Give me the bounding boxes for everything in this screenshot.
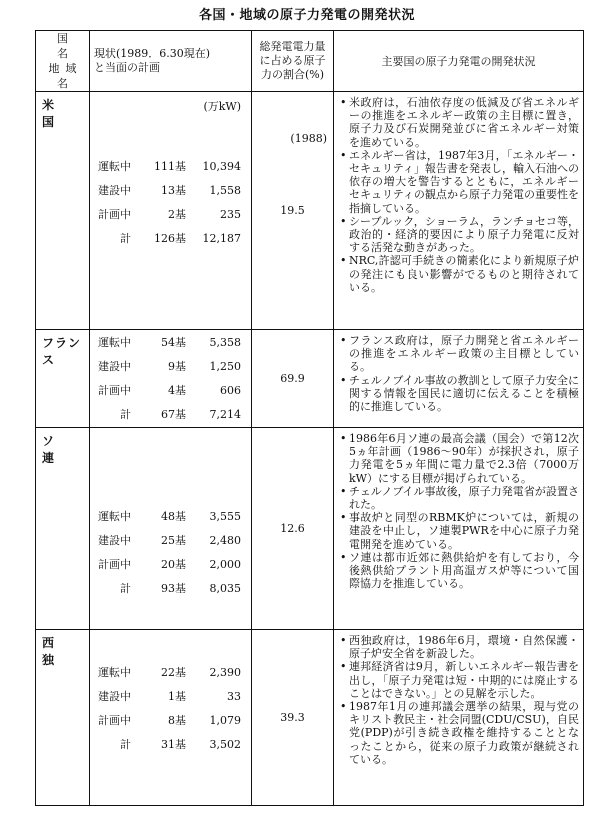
- status-bullet: • 西独政府は，1986年6月，環境・自然保護・原子炉安全省を新設した。: [340, 634, 579, 661]
- nuclear-status-table: [35, 30, 584, 806]
- count-row-total: 計 126基 12,187: [120, 231, 241, 245]
- header-current: 現状(1989．6.30現在) と当面の計画: [90, 31, 252, 92]
- header-status: 主要国の原子力発電の開発状況: [334, 31, 584, 92]
- counts-list: [98, 330, 245, 426]
- share-cell: [252, 330, 334, 428]
- share-value: 19.5: [280, 204, 305, 217]
- table-row: [36, 330, 584, 428]
- counts-cell: [90, 92, 252, 330]
- table-row: [36, 630, 584, 806]
- country-name: 西 独: [36, 630, 90, 806]
- count-row: 運転中 111基 10,394: [98, 159, 241, 173]
- status-cell: [334, 630, 584, 806]
- status-bullet: • 1987年1月の連邦議会選挙の結果，現与党のキリスト教民主・社会同盟(CDU/CSU)，自民党(PDP)が引き続き政権を維持することとなったことから，従来の原子力政策が継続されている。: [340, 700, 579, 766]
- count-row: 建設中 1基 33: [98, 689, 241, 703]
- count-row-total: 計 67基 7,214: [120, 407, 241, 421]
- status-bullet: • ソ連は都市近郊に熱供給炉を有しており，今後熱供給プラント用高温ガス炉等について国際協力を推進している。: [340, 550, 579, 591]
- table-header-row: [36, 31, 584, 92]
- count-row: 運転中 48基 3,555: [98, 509, 241, 523]
- status-bullet: • 1986年6月ソ連の最高会議（国会）で第12次5ヵ年計画（1986～90年）が採択され，原子力発電を5ヵ年間に電力量で2.3倍（7000万kW）にする目標が掲げられている。: [340, 432, 579, 485]
- status-cell: [334, 92, 584, 330]
- table-row: [36, 428, 584, 630]
- count-row: 運転中 22基 2,390: [98, 665, 241, 679]
- status-bullet: • NRC,許認可手続きの簡素化により新規原子炉の発注にも良い影響がでるものと期待されている。: [340, 254, 579, 294]
- count-row: 建設中 9基 1,250: [98, 359, 241, 373]
- count-row-total: 計 93基 8,035: [120, 581, 241, 595]
- counts-cell: [90, 428, 252, 630]
- status-bullet: • チェルノブイル事故の教訓として原子力安全に関する情報を国民に適切に伝えることを積極的に推進している。: [340, 373, 579, 414]
- counts-list: [98, 154, 245, 250]
- status-cell: [334, 428, 584, 630]
- counts-cell: [90, 330, 252, 428]
- status-bullet: • エネルギー省は，1987年3月，「エネルギー・セキュリティ」報告書を発表し，輸入石油への依存の増大を警告するとともに，エネルギーセキュリティの観点から原子力発電の重要性を指摘している。: [340, 148, 579, 215]
- share-year: (1988): [290, 132, 327, 145]
- count-row: 運転中 54基 5,358: [98, 335, 241, 349]
- share-value: 39.3: [280, 711, 305, 724]
- status-bullet: • フランス政府は，原子力開発と省エネルギーの推進をエネルギー政策の主目標としている。: [340, 334, 579, 374]
- share-value: 69.9: [280, 372, 305, 385]
- country-name: 米 国: [36, 92, 90, 330]
- count-row-total: 計 31基 3,502: [120, 737, 241, 751]
- count-row: 建設中 25基 2,480: [98, 533, 241, 547]
- status-bullet: • チェルノブイル事故後，原子力発電省が設置された。: [340, 484, 579, 512]
- count-row: 建設中 13基 1,558: [98, 183, 241, 197]
- status-bullet: • シーブルック，ショーラム，ランチョセコ等，政治的・経済的要因により原子力発電に反対する活発な動きがあった。: [340, 214, 579, 255]
- table-row: [36, 92, 584, 330]
- unit-label: (万kW): [203, 100, 241, 113]
- country-name: フランス: [36, 330, 90, 428]
- country-name: ソ 連: [36, 428, 90, 630]
- share-cell: [252, 92, 334, 330]
- count-row: 計画中 4基 606: [98, 383, 241, 397]
- status-cell: [334, 330, 584, 428]
- share-cell: [252, 630, 334, 806]
- page-title: 各国・地域の原子力発電の開発状況: [198, 8, 415, 23]
- count-row: 計画中 20基 2,000: [98, 557, 241, 571]
- count-row: 計画中 2基 235: [98, 207, 241, 221]
- status-bullet: • 米政府は，石油依存度の低減及び省エネルギーの推進をエネルギー政策の主目標に置き，原子力及び石炭開発並びに省エネルギー対策を進めている。: [340, 96, 579, 149]
- share-value: 12.6: [280, 522, 305, 535]
- status-bullet: • 連邦経済省は9月，新しいエネルギー報告書を出し，「原子力発電は短・中期的には廃止することはできない。」との見解を示した。: [340, 660, 579, 700]
- counts-list: [98, 504, 245, 600]
- header-share: 総発電電力量 に占める原子 力の割合(%): [252, 31, 334, 92]
- counts-cell: [90, 630, 252, 806]
- count-row: 計画中 8基 1,079: [98, 713, 241, 727]
- share-cell: [252, 428, 334, 630]
- header-country: 国 名 地域名: [36, 31, 90, 92]
- counts-list: [98, 660, 245, 756]
- status-bullet: • 事故炉と同型のRBMK炉については，新規の建設を中止し，ソ連製PWRを中心に原子力発電開発を進めている。: [340, 511, 579, 551]
